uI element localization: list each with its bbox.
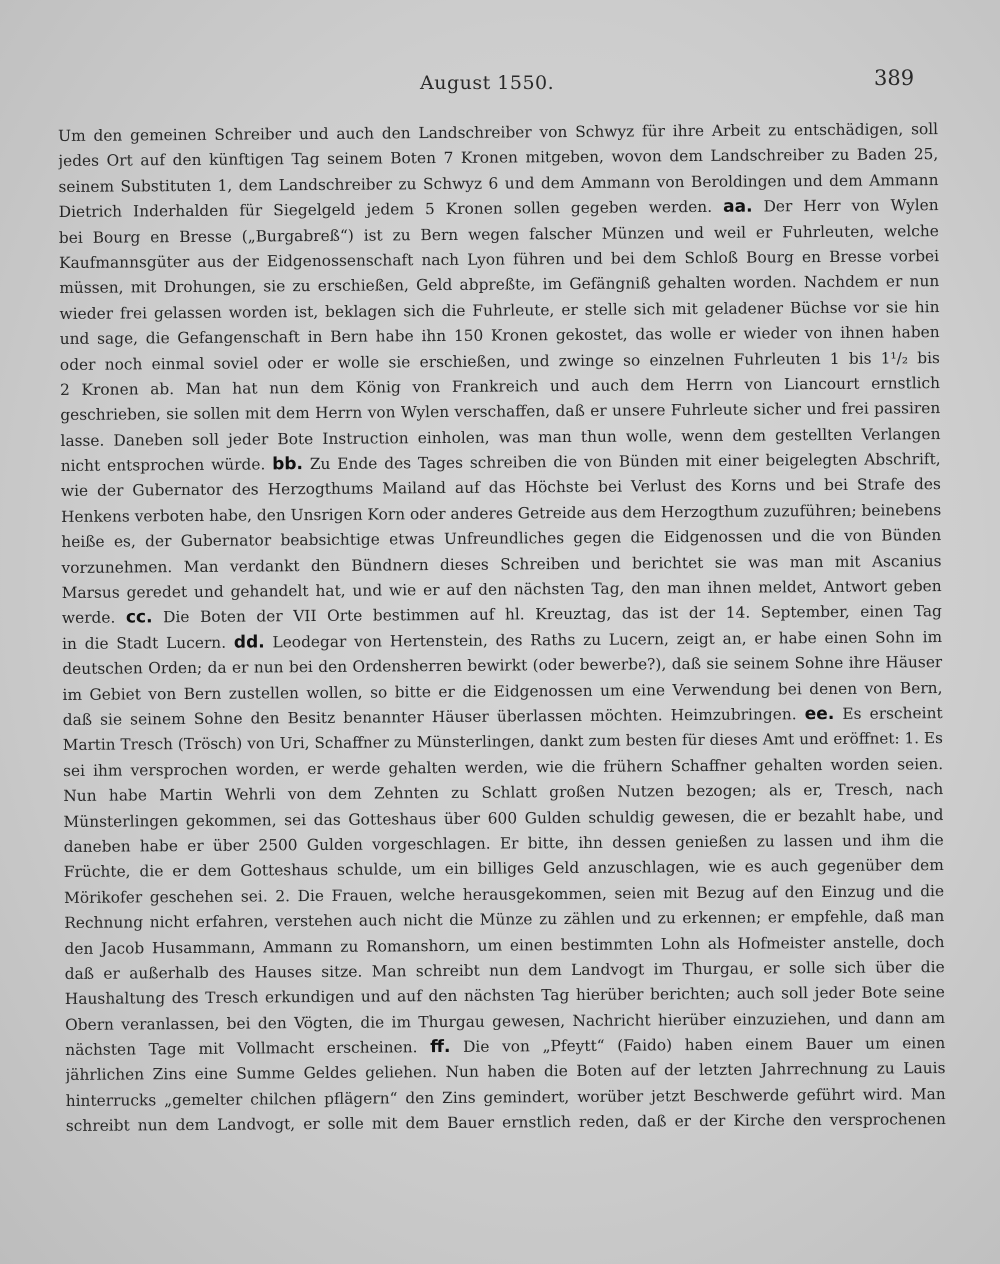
- line-text: schreibt nun dem Landvogt, er solle mit dem Bauer ernstlich reden, daß er der Kirche den versprochenen: [65, 1110, 946, 1136]
- section-marker: bb.: [272, 454, 304, 475]
- line-text: wieder frei gelassen worden ist, beklagen sich die Fuhrleute, er stelle sich mit geladener Büchse vor sie hin: [59, 297, 940, 323]
- line-text: lasse. Daneben soll jeder Bote Instruction einholen, was man thun wolle, wenn dem gestellten Verlangen: [60, 424, 941, 450]
- line-text-continuation: Der Herr von Wylen: [763, 196, 939, 216]
- section-marker: ee.: [804, 703, 835, 725]
- line-text: Münsterlingen gekommen, sei das Gotteshaus über 600 Gulden schuldig gewesen, die er bezahlt habe, und: [63, 805, 944, 831]
- line-text: und sage, die Gefangenschaft in Bern habe ihn 150 Kronen gekostet, das wolle er wieder von ihnen haben: [59, 323, 940, 349]
- line-text: Martin Tresch (Trösch) von Uri, Schaffner zu Münsterlingen, dankt zum besten für dieses Amt und eröffnet: 1. Es: [62, 729, 943, 755]
- body-text: [58, 117, 946, 1140]
- line-text: müssen, mit Drohungen, sie zu erschießen, Geld abpreßte, im Gefängniß gehalten worden. Nachdem er nun: [59, 272, 940, 298]
- line-text: heiße es, der Gubernator beabsichtige etwas Unfreundliches gegen die Eidgenossen und die von Bünden: [61, 526, 942, 552]
- line-text: den Jacob Husammann, Ammann zu Romanshorn, um einen bestimmten Lohn als Hofmeister anstelle, doch: [64, 932, 945, 958]
- line-text: nächsten Tage mit Vollmacht erscheinen.: [65, 1038, 418, 1060]
- line-text: jedes Ort auf den künftigen Tag seinem Boten 7 Kronen mitgeben, wovon dem Landschreiber zu Baden 25,: [58, 145, 939, 171]
- line-text-continuation: Leodegar von Hertenstein, des Raths zu Lucern, zeigt an, er habe einen Sohn im: [272, 627, 943, 652]
- line-text-continuation: Die Boten der VII Orte bestimmen auf hl. Kreuztag, das ist der 14. September, einen Tag: [163, 602, 942, 627]
- section-marker: ff.: [430, 1037, 451, 1058]
- line-text: Nun habe Martin Wehrli von dem Zehnten zu Schlatt großen Nutzen bezogen; als er, Tresch, nach: [63, 780, 944, 806]
- page-heading: August 1550.: [420, 72, 555, 94]
- line-text: daß er außerhalb des Hauses sitze. Man schreibt nun dem Landvogt im Thurgau, er solle sich über die: [64, 957, 945, 983]
- line-text: Rechnung nicht erfahren, verstehen auch nicht die Münze zu zählen und zu erkennen; er empfehle, daß man: [64, 907, 945, 933]
- line-text: Kaufmannsgüter aus der Eidgenossenschaft nach Lyon führen und bei dem Schloß Bourg en Bresse vorbei: [59, 247, 940, 272]
- line-text-continuation: Zu Ende des Tages schreiben die von Bünden mit einer beigelegten Abschrift,: [309, 450, 941, 474]
- line-text: daß sie seinem Sohne den Besitz benannter Häuser überlassen möchten. Heimzubringen.: [62, 705, 797, 729]
- line-text: Henkens verboten habe, den Unsrigen Korn oder anderes Getreide aus dem Herzogthum zuzuführen; beinebens: [61, 500, 942, 526]
- section-marker: dd.: [233, 632, 265, 653]
- line-text: hinterrucks „gemelter chilchen pflägern“ den Zins gemindert, worüber jetzt Beschwerde geführt wird. Man: [65, 1084, 946, 1110]
- line-text: Früchte, die er dem Gotteshaus schulde, um ein billiges Geld anzuschlagen, wie es auch gegenüber dem: [63, 856, 944, 882]
- line-text: vorzunehmen. Man verdankt den Bündnern dieses Schreiben und berichtet sie was man mit Ascanius: [61, 551, 942, 577]
- line-text: werde.: [61, 608, 116, 628]
- line-text: 2 Kronen ab. Man hat nun dem König von Frankreich und auch dem Herrn von Liancourt ernstlich: [60, 373, 941, 399]
- line-text-continuation: Die von „Pfeytt“ (Faido) haben einem Bauer um einen: [462, 1034, 946, 1056]
- section-marker: aa.: [723, 196, 753, 217]
- line-text: bei Bourg en Bresse („Burgabreß“) ist zu Bern wegen falscher Münzen und weil er Fuhrleuten, welche: [58, 221, 939, 247]
- line-text: Obern veranlassen, bei den Vögten, die im Thurgau gewesen, Nachricht hierüber einzuziehen, und dann am: [65, 1008, 946, 1034]
- line-text: in die Stadt Lucern.: [62, 633, 227, 653]
- line-text: jährlichen Zins eine Summe Geldes geliehen. Nun haben die Boten auf der letzten Jahrrechnung zu Lauis: [65, 1059, 946, 1085]
- page-number: 389: [874, 66, 915, 90]
- line-text: oder noch einmal soviel oder er wolle sie erschießen, und zwinge so einzelnen Fuhrleuten 1 bis 1¹/₂ bis: [59, 348, 940, 374]
- line-text: sei ihm versprochen worden, er werde gehalten werden, wie die frühern Schaffner gehalten worden seien.: [63, 754, 944, 780]
- line-text: seinem Substituten 1, dem Landschreiber zu Schwyz 6 und dem Ammann von Beroldingen und dem Ammann: [58, 170, 939, 196]
- line-text: Dietrich Inderhalden für Siegelgeld jedem 5 Kronen sollen gegeben werden.: [58, 198, 713, 222]
- section-marker: cc.: [125, 607, 153, 628]
- running-head: [0, 66, 1000, 96]
- line-text: Mörikofer geschehen sei. 2. Die Frauen, welche herausgekommen, seien mit Bezug auf den Einzug und die: [64, 881, 945, 907]
- line-text: nicht entsprochen würde.: [60, 455, 266, 476]
- line-text: Um den gemeinen Schreiber und auch den Landschreiber von Schwyz für ihre Arbeit zu entschädigen, soll: [58, 120, 939, 145]
- line-text: Marsus geredet und gehandelt hat, und wie er auf den nächsten Tag, den man ihnen meldet, Antwort geben: [61, 577, 942, 603]
- line-text: im Gebiet von Bern zustellen wollen, so bitte er die Eidgenossen um eine Verwendung bei denen von Bern,: [62, 678, 943, 704]
- line-text: daneben habe er über 2500 Gulden vorgeschlagen. Er bitte, ihn dessen genießen zu lassen und ihm die: [63, 831, 944, 856]
- line-text: geschrieben, sie sollen mit dem Herrn von Wylen verschaffen, daß er unsere Fuhrleute sicher und frei passiren: [60, 399, 941, 425]
- line-text: deutschen Orden; da er nun bei den Ordensherren bewirkt (oder bewerbe?), daß sie seinem Sohne ihre Häuser: [62, 653, 943, 679]
- line-text-continuation: Es erscheint: [842, 704, 943, 723]
- line-text: wie der Gubernator des Herzogthums Mailand auf das Höchste bei Verlust des Korns und bei Strafe des: [60, 475, 941, 501]
- line-text: Haushaltung des Tresch erkundigen und auf den nächsten Tag hierüber berichten; auch soll jeder Bote seine: [64, 983, 945, 1009]
